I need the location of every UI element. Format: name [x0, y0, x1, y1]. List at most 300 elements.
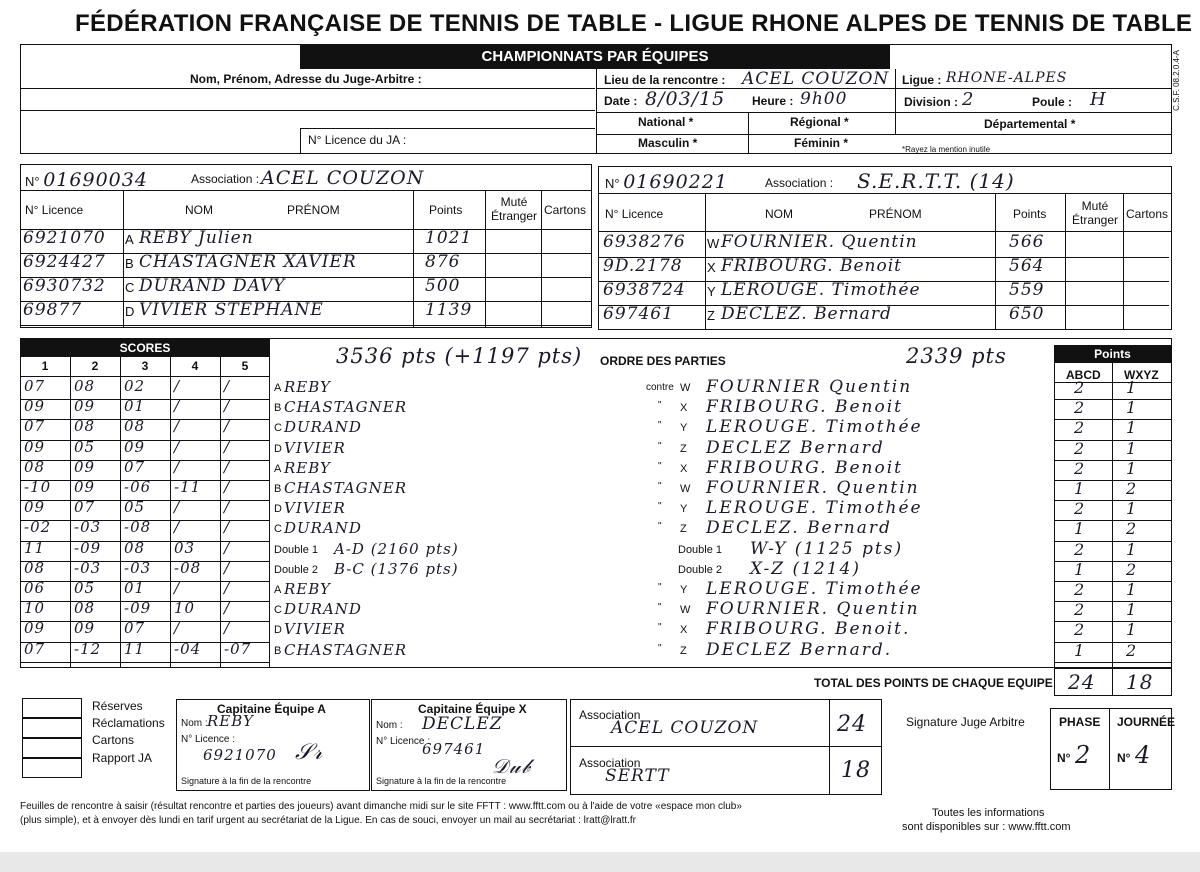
set-score: 09	[74, 457, 96, 476]
team-a-assoc-label: Association :	[191, 172, 260, 186]
col-mute: Muté Étranger	[490, 195, 538, 223]
set-score: 07	[74, 498, 96, 517]
assoc-x-score: 18	[841, 758, 871, 783]
team-a-no-label: N°	[25, 174, 40, 189]
captain-a-signature: 𝒮𝓇	[295, 740, 324, 765]
player-letter: D	[125, 304, 135, 319]
points-row-line	[1054, 642, 1172, 643]
journee-no-label: N°	[1117, 751, 1131, 765]
date-value: 8/03/15	[645, 88, 726, 110]
assoc-result-box	[570, 699, 882, 795]
rapport-box[interactable]	[22, 758, 82, 778]
set-score: 09	[124, 437, 146, 456]
match-x-player: LEROUGE. Timothée	[706, 417, 923, 438]
set-header: 3	[141, 359, 149, 373]
set-score: /	[224, 558, 231, 577]
set-score: -07	[224, 639, 252, 658]
set-score: /	[224, 579, 231, 597]
match-a-player: CHASTAGNER	[284, 479, 408, 497]
match-x-player: DECLEZ Bernard	[706, 437, 885, 458]
set-score: 11	[124, 639, 146, 658]
phase-journee-box	[1050, 708, 1176, 790]
set-score: /	[174, 518, 181, 537]
set-score: -09	[74, 538, 102, 557]
team-a-total-note: 3536 pts (+1197 pts)	[336, 344, 583, 368]
captain-a-sig-label: Signature à la fin de la rencontre	[181, 776, 312, 786]
player-letter: B	[125, 256, 134, 271]
player-licence: 9D.2178	[603, 256, 683, 276]
points-title: Points	[1054, 345, 1171, 363]
set-score: 09	[24, 397, 46, 416]
points-row-line	[1054, 581, 1172, 582]
match-x-player: FOURNIER. Quentin	[706, 599, 920, 620]
match-points-a: 2	[1074, 539, 1086, 559]
match-points-x: 2	[1126, 640, 1138, 660]
set-score: 09	[24, 437, 46, 456]
match-x-letter: X	[680, 402, 688, 415]
ditto-mark: "	[658, 481, 662, 492]
reserves-box[interactable]	[22, 698, 82, 718]
set-score: /	[224, 377, 231, 395]
wxyz-label: WXYZ	[1124, 368, 1159, 382]
set-score: /	[174, 397, 181, 416]
masculin-label: Masculin *	[638, 136, 698, 150]
ditto-mark: "	[658, 521, 662, 533]
points-row-line	[1054, 500, 1172, 501]
match-x-letter: Y	[680, 422, 688, 435]
set-score: 01	[124, 579, 146, 597]
match-points-x: 1	[1126, 418, 1138, 438]
poule-value: H	[1090, 89, 1107, 110]
col-nom: NOM	[185, 203, 213, 217]
match-a-player: DURAND	[284, 519, 362, 538]
team-row-line	[21, 277, 591, 278]
ditto-mark: "	[658, 602, 662, 614]
ditto-mark: "	[658, 400, 662, 412]
player-licence: 697461	[603, 304, 674, 324]
set-score: 08	[124, 538, 146, 557]
player-licence: 6930732	[23, 276, 106, 296]
set-score: -08	[174, 558, 202, 577]
poule-label: Poule :	[1032, 95, 1073, 109]
captain-x-nom: DECLEZ	[422, 714, 503, 734]
team-x-total-note: 2339 pts	[906, 344, 1007, 368]
match-x-player: FOURNIER Quentin	[706, 377, 913, 397]
set-score: /	[224, 417, 231, 436]
captain-a-nom: REBY	[207, 712, 254, 730]
set-score: 09	[74, 619, 96, 638]
set-score: /	[174, 579, 181, 597]
banner: CHAMPIONNATS PAR ÉQUIPES	[300, 45, 890, 69]
set-score: 07	[24, 639, 46, 658]
match-x-player: FOURNIER. Quentin	[706, 478, 920, 498]
team-row-line	[599, 329, 1169, 330]
reclamations-box[interactable]	[22, 718, 82, 738]
captain-x-licence: 697461	[422, 740, 486, 758]
points-row-line	[1054, 621, 1172, 622]
set-score: /	[224, 457, 231, 476]
points-row-line	[1054, 460, 1172, 461]
points-row-line	[1054, 399, 1172, 400]
match-points-x: 2	[1126, 479, 1138, 498]
points-row-line	[1054, 561, 1172, 562]
match-x-letter: W	[680, 604, 691, 617]
regional-label: Régional *	[790, 115, 849, 129]
set-score: 08	[24, 457, 46, 476]
player-name: VIVIER STEPHANE	[139, 300, 324, 320]
match-x-letter: Y	[680, 584, 688, 596]
player-letter: C	[125, 280, 135, 295]
player-points: 1139	[425, 300, 473, 320]
match-x-player: W-Y (1125 pts)	[750, 538, 904, 559]
match-points-x: 1	[1126, 438, 1138, 458]
player-licence: 69877	[23, 300, 83, 320]
set-score: /	[174, 377, 181, 395]
match-a-letter: C	[274, 523, 282, 536]
match-points-a: 2	[1074, 418, 1086, 438]
match-points-a: 2	[1074, 398, 1086, 418]
x-col-points: Points	[1013, 207, 1047, 221]
team-x-assoc: S.E.R.T.T. (14)	[857, 169, 1015, 193]
captain-a-licence: 6921070	[203, 746, 277, 764]
heure-value: 9h00	[800, 89, 848, 109]
x-col-prenom: PRÉNOM	[869, 207, 922, 221]
division-label: Division :	[904, 95, 959, 109]
ditto-mark: "	[658, 440, 662, 452]
reclamations-label: Réclamations	[92, 716, 165, 730]
division-value: 2	[962, 89, 975, 110]
footer-line-1: Feuilles de rencontre à saisir (résultat rencontre et parties des joueurs) avant dimanche midi sur le site FFTT : www.fftt.com ou à l'aide de votre «espace mon club»	[20, 801, 742, 812]
set-score: 06	[24, 579, 46, 597]
ditto-mark: "	[658, 501, 662, 513]
match-a-letter: D	[274, 503, 282, 516]
set-score: /	[224, 518, 231, 537]
points-row-line	[1054, 520, 1172, 521]
col-cartons: Cartons	[544, 203, 587, 217]
set-score: /	[174, 417, 181, 436]
set-score: -06	[124, 478, 152, 496]
set-score: /	[224, 437, 231, 456]
match-a-player: CHASTAGNER	[284, 640, 408, 659]
match-points-a: 1	[1074, 479, 1086, 498]
match-x-letter: Double 2	[678, 563, 723, 576]
match-points-a: 2	[1074, 620, 1086, 640]
match-x-letter: X	[680, 624, 688, 637]
player-points: 1021	[425, 228, 473, 248]
match-a-letter: Double 1	[274, 543, 319, 556]
points-row-line	[1054, 440, 1172, 441]
ligue-label: Ligue :	[902, 73, 942, 87]
match-a-letter: C	[274, 604, 282, 617]
reserves-label: Réserves	[92, 699, 143, 713]
player-points: 564	[1009, 256, 1045, 276]
match-a-player: DURAND	[284, 418, 362, 437]
match-points-x: 1	[1126, 620, 1138, 640]
match-points-x: 1	[1126, 378, 1138, 397]
match-x-letter: Z	[680, 644, 687, 657]
set-score: 10	[24, 599, 46, 618]
match-a-letter: A	[274, 462, 282, 475]
points-row-line	[1054, 541, 1172, 542]
x-col-cartons: Cartons	[1126, 207, 1169, 221]
match-a-player: VIVIER	[284, 438, 346, 457]
captain-a-licence-label: N° Licence :	[181, 734, 236, 745]
set-score: /	[174, 498, 181, 517]
match-points-x: 2	[1126, 519, 1138, 539]
match-a-player: REBY	[284, 458, 331, 477]
page-bottom-edge	[0, 852, 1200, 872]
set-score: 08	[24, 558, 46, 577]
rayez-note: *Rayez la mention inutile	[902, 145, 991, 154]
match-points-x: 1	[1126, 539, 1138, 559]
col-points: Points	[429, 203, 463, 217]
col-prenom: PRÉNOM	[287, 203, 340, 217]
player-name: FOURNIER. Quentin	[721, 232, 918, 252]
set-score: 07	[24, 417, 46, 436]
phase-no-label: N°	[1057, 751, 1071, 765]
match-points-a: 2	[1074, 600, 1086, 620]
player-letter: Y	[707, 284, 716, 299]
match-points-x: 1	[1126, 600, 1138, 620]
match-a-player: CHASTAGNER	[284, 398, 408, 417]
set-score: 07	[124, 457, 146, 476]
match-a-player: A-D (2160 pts)	[334, 539, 459, 558]
set-score: 05	[124, 498, 146, 517]
player-letter: X	[707, 260, 716, 275]
player-points: 559	[1009, 280, 1045, 300]
set-header: 2	[91, 359, 99, 373]
player-letter: Z	[707, 308, 715, 323]
document-title: FÉDÉRATION FRANÇAISE DE TENNIS DE TABLE - LIGUE RHONE ALPES DE TENNIS DE TABLE	[75, 10, 1193, 37]
ditto-mark: "	[658, 420, 662, 432]
match-points-a: 2	[1074, 499, 1086, 519]
player-licence: 6921070	[23, 228, 106, 248]
set-score: /	[224, 478, 231, 496]
set-header: 1	[41, 359, 49, 373]
ditto-mark: "	[658, 642, 662, 654]
set-score: -11	[174, 478, 202, 496]
match-x-player: FRIBOURG. Benoit	[706, 397, 903, 418]
match-x-letter: X	[680, 462, 688, 475]
match-x-letter: W	[680, 382, 691, 394]
total-a: 24	[1068, 670, 1096, 694]
ditto-mark: "	[658, 582, 662, 593]
set-score: 08	[74, 599, 96, 618]
match-x-player: LEROUGE. Timothée	[706, 498, 923, 519]
team-a-table	[20, 164, 592, 328]
match-a-player: REBY	[284, 580, 331, 598]
set-score: 07	[24, 377, 46, 395]
team-a-assoc: ACEL COUZON	[261, 167, 425, 189]
match-a-letter: D	[274, 442, 282, 455]
match-a-player: B-C (1376 pts)	[334, 559, 459, 578]
assoc-x-name: SERTT	[605, 766, 670, 786]
national-label: National *	[638, 115, 694, 129]
match-points-x: 1	[1126, 580, 1138, 599]
captain-x-signature: 𝒟𝓊𝒷	[492, 754, 531, 778]
ditto-mark: "	[658, 622, 662, 634]
set-score: /	[224, 498, 231, 517]
team-a-number: 01690034	[43, 169, 148, 191]
match-a-player: VIVIER	[284, 620, 346, 639]
team-x-no-label: N°	[605, 176, 620, 191]
player-name: FRIBOURG. Benoit	[721, 256, 902, 276]
match-a-player: DURAND	[284, 600, 362, 619]
set-score: 09	[74, 397, 96, 416]
ditto-mark: "	[658, 460, 662, 472]
match-x-player: FRIBOURG. Benoit	[706, 457, 903, 478]
player-licence: 6938724	[603, 280, 686, 300]
match-points-a: 2	[1074, 438, 1086, 458]
player-name: REBY Julien	[139, 228, 254, 248]
set-score: /	[224, 538, 231, 557]
x-col-licence: N° Licence	[605, 207, 664, 221]
set-score: /	[174, 437, 181, 456]
match-points-x: 1	[1126, 499, 1138, 519]
captain-x-title: Capitaine Équipe X	[418, 702, 527, 716]
ja-name-label: Nom, Prénom, Adresse du Juge-Arbitre :	[190, 72, 422, 86]
set-score: 05	[74, 579, 96, 597]
set-header: 5	[241, 359, 249, 373]
set-score: -03	[124, 558, 152, 577]
set-score: -10	[24, 478, 52, 496]
info-line-1: Toutes les informations	[932, 807, 1045, 819]
total-x: 18	[1126, 670, 1154, 694]
assoc-a-score: 24	[837, 712, 867, 737]
player-name: DURAND DAVY	[139, 276, 286, 296]
match-a-letter: D	[274, 624, 282, 637]
set-score: /	[224, 619, 231, 638]
player-points: 876	[425, 252, 461, 272]
match-points-a: 1	[1074, 519, 1086, 539]
player-licence: 6924427	[23, 252, 106, 272]
points-row-line	[1054, 662, 1172, 663]
departemental-label: Départemental *	[984, 117, 1076, 131]
match-a-letter: B	[274, 644, 282, 657]
team-x-table	[598, 166, 1172, 330]
team-x-number: 01690221	[623, 171, 728, 193]
phase-value: 2	[1075, 741, 1092, 769]
footer-line-2: (plus simple), et à envoyer dès lundi en tarif urgent au secrétariat de la Ligue. En cas de souci, envoyer un mail au secrétariat : lratt@lratt.fr	[20, 815, 637, 826]
match-points-x: 1	[1126, 398, 1138, 418]
team-row-line	[21, 325, 591, 326]
player-letter: A	[125, 232, 134, 247]
match-a-player: REBY	[284, 378, 331, 396]
captain-a-box	[176, 699, 370, 791]
rapport-label: Rapport JA	[92, 751, 153, 765]
set-score: /	[224, 599, 231, 618]
points-row-line	[1054, 480, 1172, 481]
match-x-player: LEROUGE. Timothée	[706, 579, 923, 599]
assoc-a-label: Association	[579, 708, 641, 722]
captain-a-nom-label: Nom :	[181, 718, 208, 729]
lieu-value: ACEL COUZON	[742, 69, 890, 89]
match-x-letter: W	[680, 483, 691, 495]
match-points-a: 2	[1074, 458, 1086, 478]
player-name: DECLEZ. Bernard	[721, 304, 892, 324]
match-x-player: X-Z (1214)	[750, 558, 861, 579]
date-label: Date :	[604, 94, 638, 108]
match-points-a: 2	[1074, 580, 1086, 599]
lieu-label: Lieu de la rencontre :	[604, 73, 726, 87]
ja-signature-label: Signature Juge Arbitre	[906, 715, 1025, 729]
captain-x-box	[371, 699, 567, 791]
match-points-a: 2	[1074, 378, 1086, 397]
player-name: LEROUGE. Timothée	[721, 280, 921, 300]
captain-x-licence-label: N° Licence :	[376, 736, 431, 747]
match-x-letter: Z	[680, 442, 687, 455]
ligue-value: RHONE-ALPES	[946, 70, 1068, 86]
player-points: 566	[1009, 232, 1045, 252]
set-score: -02	[24, 518, 52, 537]
journee-label: JOURNÉE	[1117, 715, 1176, 729]
set-score: 09	[74, 478, 96, 496]
set-score: 05	[74, 437, 96, 456]
cartons-box[interactable]	[22, 738, 82, 758]
match-x-letter: Y	[680, 503, 688, 516]
set-score: 10	[174, 599, 196, 618]
player-letter: W	[707, 236, 720, 251]
feminin-label: Féminin *	[794, 136, 849, 150]
score-row-line	[20, 662, 270, 663]
set-score: -03	[74, 518, 102, 537]
match-a-letter: B	[274, 402, 282, 415]
cartons-label: Cartons	[92, 733, 135, 747]
set-score: -08	[124, 518, 152, 537]
phase-label: PHASE	[1059, 715, 1101, 729]
player-points: 650	[1009, 304, 1045, 324]
captain-a-title: Capitaine Équipe A	[217, 702, 326, 716]
set-score: 08	[74, 377, 96, 395]
set-score: 09	[24, 498, 46, 517]
match-x-player: DECLEZ. Bernard	[706, 518, 892, 539]
contre-label: contre	[646, 382, 674, 393]
set-score: 08	[124, 417, 146, 436]
set-score: 02	[124, 377, 146, 395]
assoc-x-label: Association	[579, 756, 641, 770]
ja-licence-label: N° Licence du JA :	[308, 133, 407, 147]
player-name: CHASTAGNER XAVIER	[139, 252, 357, 272]
set-score: /	[174, 619, 181, 638]
match-points-x: 2	[1126, 559, 1138, 579]
total-label: TOTAL DES POINTS DE CHAQUE EQUIPE	[814, 676, 1053, 690]
set-score: -03	[74, 558, 102, 577]
col-licence: N° Licence	[25, 203, 84, 217]
x-col-nom: NOM	[765, 207, 793, 221]
match-a-letter: A	[274, 382, 282, 394]
match-x-player: FRIBOURG. Benoit.	[706, 619, 911, 640]
ordre-label: ORDRE DES PARTIES	[600, 354, 726, 368]
player-licence: 6938276	[603, 232, 686, 252]
player-points: 500	[425, 276, 461, 296]
match-x-letter: Double 1	[678, 543, 723, 556]
set-score: 03	[174, 538, 196, 557]
set-score: -04	[174, 639, 202, 658]
form-code: C.S.F. 08.2.0.4-A	[1172, 50, 1181, 111]
match-a-letter: C	[274, 422, 282, 435]
set-header: 4	[191, 359, 199, 373]
set-score: /	[224, 397, 231, 416]
captain-x-sig-label: Signature à la fin de la rencontre	[376, 776, 507, 786]
match-points-a: 1	[1074, 559, 1086, 579]
team-x-assoc-label: Association :	[765, 176, 834, 190]
match-a-player: VIVIER	[284, 499, 346, 518]
set-score: 11	[24, 538, 46, 557]
match-a-letter: Double 2	[274, 563, 319, 576]
set-score: 07	[124, 619, 146, 638]
set-score: 08	[74, 417, 96, 436]
x-col-mute: Muté Étranger	[1071, 199, 1119, 227]
